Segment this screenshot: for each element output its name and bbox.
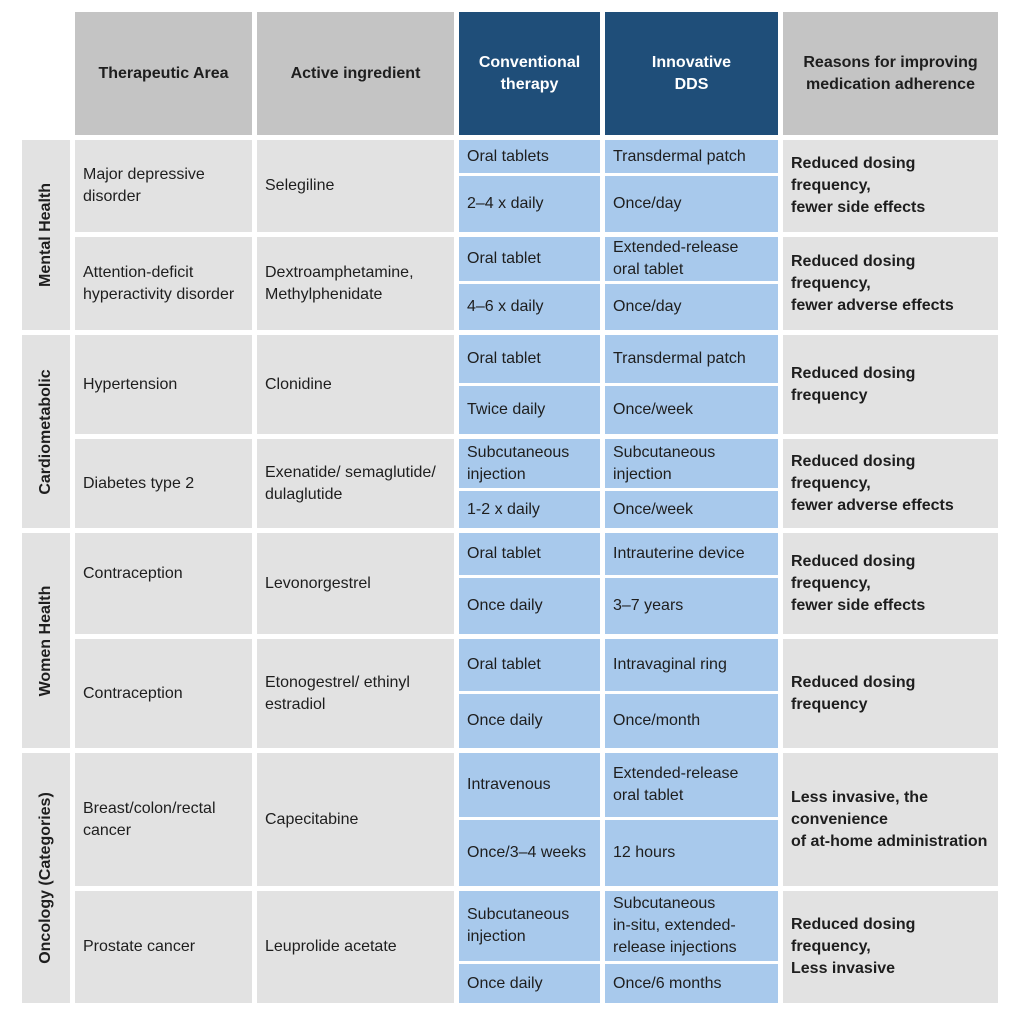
- cell-reason: Less invasive, the convenience of at-home administration: [783, 753, 998, 886]
- cell-area: Contraception: [75, 639, 252, 748]
- cell-conventional-frequency: Once/3–4 weeks: [459, 820, 600, 886]
- cell-ingredient: Leuprolide acetate: [257, 891, 454, 1003]
- cell-reason: Reduced dosing frequency, fewer adverse effects: [783, 237, 998, 330]
- category-oncology: Oncology (Categories): [22, 753, 70, 1003]
- cell-innovative-frequency: 3–7 years: [605, 578, 778, 634]
- cell-conventional-frequency: 1-2 x daily: [459, 491, 600, 528]
- cell-reason: Reduced dosing frequency, Less invasive: [783, 891, 998, 1003]
- category-women-health: Women Health: [22, 533, 70, 748]
- cell-ingredient: Exenatide/ semaglutide/ dulaglutide: [257, 439, 454, 528]
- cell-innovative-form: Intrauterine device: [605, 533, 778, 575]
- cell-innovative-form: Transdermal patch: [605, 335, 778, 383]
- cell-area: Contraception: [75, 533, 252, 634]
- cell-conventional-form: Oral tablets: [459, 140, 600, 173]
- category-cardiometabolic: Cardiometabolic: [22, 335, 70, 528]
- cell-innovative-form: Subcutaneous in-situ, extended- release injections: [605, 891, 778, 961]
- cell-conventional-form: Subcutaneous injection: [459, 891, 600, 961]
- cell-ingredient: Dextroamphetamine, Methylphenidate: [257, 237, 454, 330]
- cell-ingredient: Selegiline: [257, 140, 454, 232]
- cell-conventional-form: Oral tablet: [459, 335, 600, 383]
- cell-ingredient: Clonidine: [257, 335, 454, 434]
- cell-conventional-form: Oral tablet: [459, 533, 600, 575]
- cell-reason: Reduced dosing frequency, fewer side effects: [783, 533, 998, 634]
- cell-area: Major depressive disorder: [75, 140, 252, 232]
- cell-reason: Reduced dosing frequency: [783, 639, 998, 748]
- header-innovative-dds: Innovative DDS: [605, 12, 778, 135]
- cell-conventional-frequency: 4–6 x daily: [459, 284, 600, 330]
- cell-innovative-form: Transdermal patch: [605, 140, 778, 173]
- header-active-ingredient: Active ingredient: [257, 12, 454, 135]
- cell-conventional-form: Subcutaneous injection: [459, 439, 600, 488]
- cell-ingredient: Capecitabine: [257, 753, 454, 886]
- cell-conventional-form: Oral tablet: [459, 237, 600, 281]
- cell-ingredient: Levonorgestrel: [257, 533, 454, 634]
- cell-innovative-frequency: Once/day: [605, 176, 778, 232]
- header-reasons: Reasons for improving medication adherence: [783, 12, 998, 135]
- cell-innovative-form: Subcutaneous injection: [605, 439, 778, 488]
- cell-innovative-frequency: 12 hours: [605, 820, 778, 886]
- cell-reason: Reduced dosing frequency: [783, 335, 998, 434]
- cell-innovative-frequency: Once/6 months: [605, 964, 778, 1003]
- cell-area: Attention-deficit hyperactivity disorder: [75, 237, 252, 330]
- cell-innovative-frequency: Once/month: [605, 694, 778, 748]
- cell-innovative-frequency: Once/day: [605, 284, 778, 330]
- header-conventional-therapy: Conventional therapy: [459, 12, 600, 135]
- cell-conventional-frequency: Once daily: [459, 694, 600, 748]
- cell-conventional-frequency: Once daily: [459, 578, 600, 634]
- cell-innovative-form: Extended-release oral tablet: [605, 237, 778, 281]
- cell-ingredient: Etonogestrel/ ethinyl estradiol: [257, 639, 454, 748]
- cell-area: Breast/colon/rectal cancer: [75, 753, 252, 886]
- cell-reason: Reduced dosing frequency, fewer adverse effects: [783, 439, 998, 528]
- cell-innovative-form: Extended-release oral tablet: [605, 753, 778, 817]
- cell-conventional-frequency: 2–4 x daily: [459, 176, 600, 232]
- cell-conventional-frequency: Twice daily: [459, 386, 600, 434]
- category-mental-health: Mental Health: [22, 140, 70, 330]
- cell-conventional-form: Intravenous: [459, 753, 600, 817]
- cell-innovative-form: Intravaginal ring: [605, 639, 778, 691]
- cell-area: Prostate cancer: [75, 891, 252, 1003]
- cell-conventional-frequency: Once daily: [459, 964, 600, 1003]
- cell-area: Diabetes type 2: [75, 439, 252, 528]
- cell-innovative-frequency: Once/week: [605, 386, 778, 434]
- header-therapeutic-area: Therapeutic Area: [75, 12, 252, 135]
- cell-reason: Reduced dosing frequency, fewer side effects: [783, 140, 998, 232]
- cell-innovative-frequency: Once/week: [605, 491, 778, 528]
- cell-area: Hypertension: [75, 335, 252, 434]
- cell-conventional-form: Oral tablet: [459, 639, 600, 691]
